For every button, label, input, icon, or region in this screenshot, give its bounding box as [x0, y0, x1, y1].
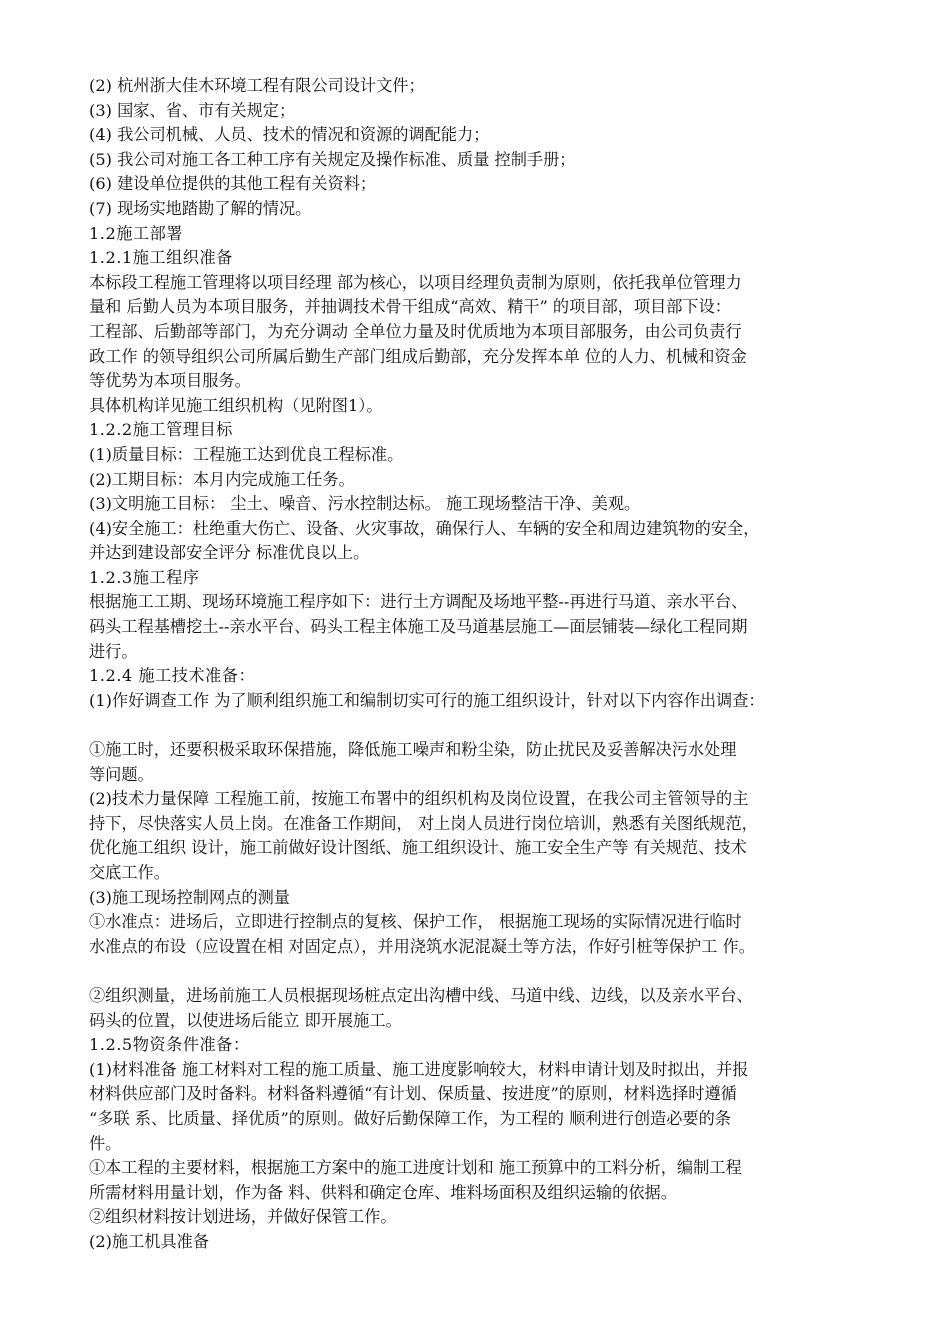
paragraph-line: 水准点的布设（应设置在相 对固定点），并用浇筑水泥混凝土等方法，作好引桩等保护工 作。 — [89, 936, 755, 956]
subsection-heading: 1.2.2施工管理目标 — [89, 420, 233, 440]
paragraph-line: 具体机构详见施工组织机构（见附图1）。 — [89, 395, 383, 415]
paragraph-line: “多联 系、比质量、择优质”的原则。做好后勤保障工作，为工程的 顺利进行创造必要的条 — [89, 1108, 731, 1128]
list-item: (3)文明施工目标： 尘土、噪音、污水控制达标。 施工现场整洁干净、美观。 — [89, 494, 641, 514]
paragraph-line: 并达到建设部安全评分 标准优良以上。 — [89, 543, 370, 563]
subsection-heading: 1.2.5物资条件准备： — [89, 1035, 250, 1055]
paragraph-line: 码头工程基槽挖土--亲水平台、码头工程主体施工及马道基层施工—面层铺装—绿化工程同期 — [89, 617, 748, 637]
list-item: (2)工期目标：本月内完成施工任务。 — [89, 469, 355, 489]
document-page — [89, 74, 889, 1255]
list-item: (1)材料准备 施工材料对工程的施工质量、施工进度影响较大，材料申请计划及时拟出，并报 — [89, 1059, 749, 1079]
paragraph-line: 码头的位置，以使进场后能立 即开展施工。 — [89, 1010, 402, 1030]
paragraph-line: 本标段工程施工管理将以项目经理 部为核心，以项目经理负责制为原则，依托我单位管理力 — [89, 272, 742, 292]
paragraph-line: 等问题。 — [89, 764, 154, 784]
blank-line — [89, 713, 889, 738]
list-item: ①施工时，还要积极采取环保措施，降低施工噪声和粉尘染，防止扰民及妥善解决污水处理 — [89, 740, 737, 760]
list-item: (4)安全施工：杜绝重大伤亡、设备、火灾事故，确保行人、车辆的安全和周边建筑物的安全， — [89, 518, 760, 538]
paragraph-line: 进行。 — [89, 641, 138, 661]
paragraph-line: 根据施工工期、现场环境施工程序如下：进行土方调配及场地平整--再进行马道、亲水平台、 — [89, 592, 748, 612]
subsection-heading: 1.2.4 施工技术准备： — [89, 666, 256, 686]
list-item: (1)质量目标：工程施工达到优良工程标准。 — [89, 444, 404, 464]
list-item: ①水准点：进场后，立即进行控制点的复核、保护工作， 根据施工现场的实际情况进行临时 — [89, 912, 742, 932]
list-item: ②组织测量，进场前施工人员根据现场桩点定出沟槽中线、马道中线、边线，以及亲水平台、 — [89, 985, 753, 1005]
list-item: (6) 建设单位提供的其他工程有关资料； — [89, 174, 377, 194]
list-item: (2)技术力量保障 工程施工前，按施工布署中的组织机构及岗位设置，在我公司主管领导的主 — [89, 789, 749, 809]
list-item: (4) 我公司机械、人员、技术的情况和资源的调配能力； — [89, 125, 490, 145]
paragraph-line: 持下，尽快落实人员上岗。在准备工作期间， 对上岗人员进行岗位培训，熟悉有关图纸规范， — [89, 813, 758, 833]
blank-line — [89, 959, 889, 984]
section-heading: 1.2施工部署 — [89, 223, 183, 243]
list-item: (2)施工机具准备 — [89, 1231, 210, 1251]
paragraph-line: 所需材料用量计划，作为备 料、供料和确定仓库、堆料场面积及组织运输的依据。 — [89, 1182, 677, 1202]
paragraph-line: 件。 — [89, 1133, 122, 1153]
list-item: ②组织材料按计划进场，并做好保管工作。 — [89, 1207, 397, 1227]
paragraph-line: 量和 后勤人员为本项目服务，并抽调技术骨干组成“高效、精干” 的项目部，项目部下设： — [89, 297, 731, 317]
list-item: (3) 国家、省、市有关规定； — [89, 100, 296, 120]
paragraph-line: 交底工作。 — [89, 863, 170, 882]
list-item: (1)作好调查工作 为了顺利组织施工和编制切实可行的施工组织设计，针对以下内容作出调查： — [89, 690, 765, 710]
subsection-heading: 1.2.3施工程序 — [89, 567, 200, 587]
list-item: (5) 我公司对施工各工种工序有关规定及操作标准、质量 控制手册； — [89, 149, 576, 169]
list-item: (2) 杭州浙大佳木环境工程有限公司设计文件； — [89, 76, 425, 95]
paragraph-line: 政工作 的领导组织公司所属后勤生产部门组成后勤部，充分发挥本单 位的人力、机械和资金 — [89, 346, 747, 366]
paragraph-line: 等优势为本项目服务。 — [89, 371, 251, 391]
subsection-heading: 1.2.1施工组织准备 — [89, 248, 233, 268]
list-item: ①本工程的主要材料，根据施工方案中的施工进度计划和 施工预算中的工料分析，编制工程 — [89, 1158, 742, 1178]
paragraph-line: 优化施工组织 设计，施工前做好设计图纸、施工组织设计、施工安全生产等 有关规范、技术 — [89, 838, 747, 858]
list-item: (7) 现场实地踏勘了解的情况。 — [89, 198, 312, 218]
list-item: (3)施工现场控制网点的测量 — [89, 887, 290, 907]
paragraph-line: 工程部、后勤部等部门，为充分调动 全单位力量及时优质地为本项目部服务，由公司负责行 — [89, 321, 742, 341]
paragraph-line: 材料供应部门及时备料。材料备料遵循“有计划、保质量、按进度”的原则，材料选择时遵循 — [89, 1084, 737, 1104]
